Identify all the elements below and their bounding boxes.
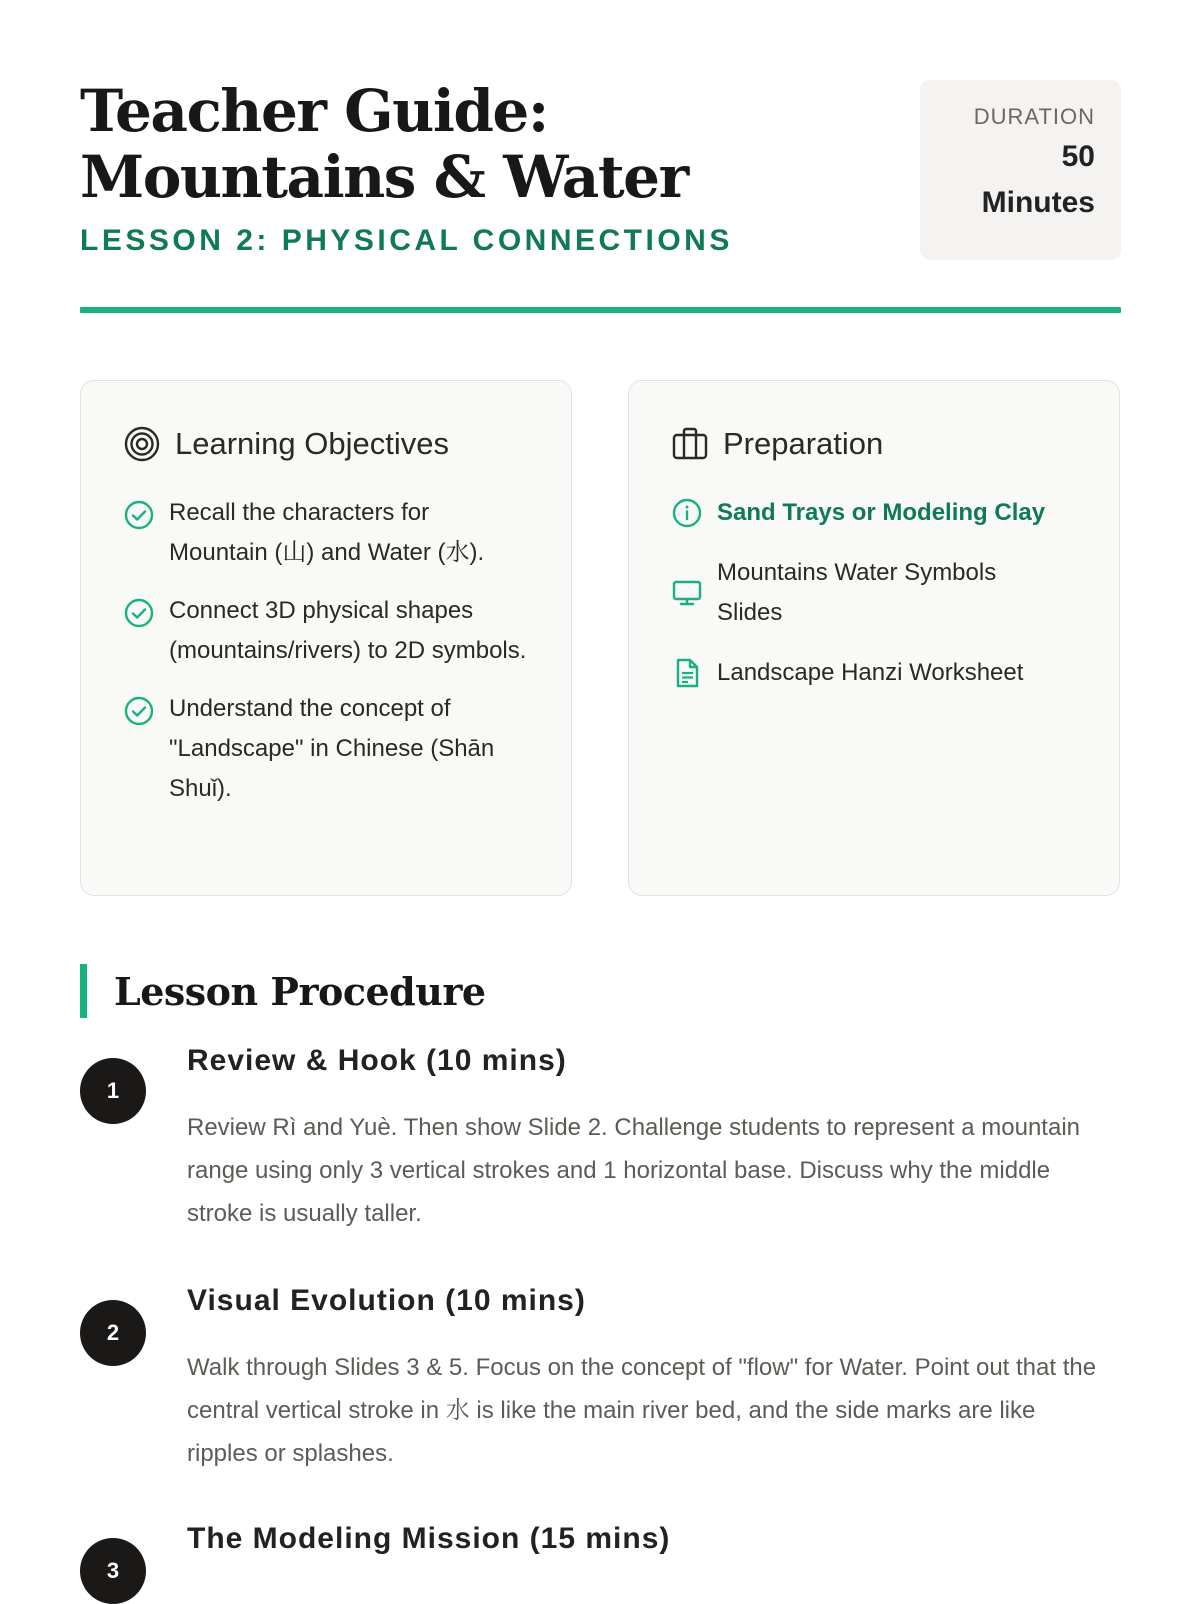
preparation-list xyxy=(671,493,1079,693)
list-item xyxy=(123,689,531,809)
objective-text: Recall the characters for Mountain (山) and Water (水). xyxy=(169,499,485,566)
target-icon xyxy=(123,425,161,463)
check-circle-icon xyxy=(123,695,155,727)
learning-objectives-card xyxy=(80,380,572,896)
list-item xyxy=(671,653,1079,693)
duration-label: DURATION xyxy=(973,104,1095,129)
objectives-list xyxy=(123,493,531,809)
check-circle-icon xyxy=(123,597,155,629)
learning-objectives-header xyxy=(123,421,531,467)
preparation-item-label: Mountains Water Symbols Slides xyxy=(717,559,997,626)
overview-cards xyxy=(80,380,1121,898)
duration-value xyxy=(920,134,1095,226)
preparation-card xyxy=(628,380,1120,896)
monitor-icon xyxy=(671,577,703,609)
document-icon xyxy=(671,657,703,689)
step-title: Review & Hook (10 mins) xyxy=(187,1044,567,1077)
check-circle-icon xyxy=(123,499,155,531)
page-header xyxy=(80,0,1121,316)
step-title: Visual Evolution (10 mins) xyxy=(187,1284,586,1317)
preparation-header xyxy=(671,421,1079,467)
briefcase-icon xyxy=(671,425,709,463)
procedure-heading xyxy=(80,964,486,1018)
list-item xyxy=(123,591,531,671)
procedure-title: Lesson Procedure xyxy=(114,968,486,1014)
objective-text: Understand the concept of "Landscape" in Chinese (Shān Shuǐ). xyxy=(169,695,495,802)
lesson-subtitle: LESSON 2: PHYSICAL CONNECTIONS xyxy=(80,224,733,257)
step-number-badge: 3 xyxy=(80,1538,146,1604)
step-description: Walk through Slides 3 & 5. Focus on the concept of "flow" for Water. Point out that the central vertical stroke in 水 is like the main river bed, and the side marks are like ripples or splashes. xyxy=(187,1354,1097,1467)
preparation-title: Preparation xyxy=(723,426,884,461)
objective-text: Connect 3D physical shapes (mountains/rivers) to 2D symbols. xyxy=(169,597,527,664)
list-item xyxy=(671,553,1079,633)
preparation-item-label: Sand Trays or Modeling Clay xyxy=(717,499,1046,526)
list-item xyxy=(671,493,1079,533)
duration-number: 50 xyxy=(1061,140,1095,173)
teacher-guide-page xyxy=(80,0,1121,1583)
info-icon xyxy=(671,497,703,529)
learning-objectives-title: Learning Objectives xyxy=(175,426,449,461)
step-title: The Modeling Mission (15 mins) xyxy=(187,1522,671,1555)
step-number-badge: 2 xyxy=(80,1300,146,1366)
page-title: Teacher Guide: Mountains & Water xyxy=(80,77,688,211)
duration-box xyxy=(920,80,1121,260)
step-description: Review Rì and Yuè. Then show Slide 2. Challenge students to represent a mountain range using only 3 vertical strokes and 1 horizontal base. Discuss why the middle stroke is usually taller. xyxy=(187,1114,1081,1227)
duration-unit: Minutes xyxy=(981,186,1095,219)
header-divider xyxy=(80,307,1121,313)
step-number-badge: 1 xyxy=(80,1058,146,1124)
preparation-item-label: Landscape Hanzi Worksheet xyxy=(717,659,1024,686)
list-item xyxy=(123,493,531,573)
